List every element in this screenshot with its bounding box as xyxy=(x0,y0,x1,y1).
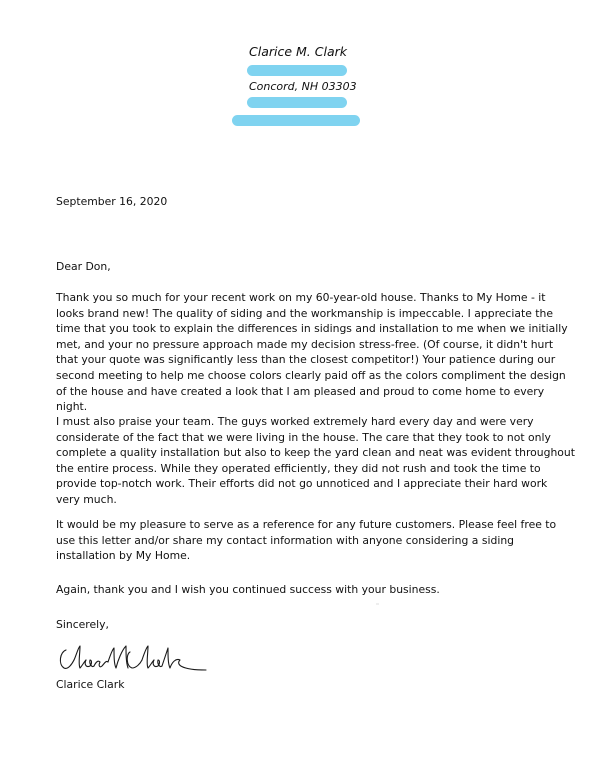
handwritten-signature xyxy=(56,638,216,678)
redacted-street-address xyxy=(247,65,347,76)
redacted-email xyxy=(232,115,360,126)
scan-speck xyxy=(376,603,379,605)
paragraph-4: Again, thank you and I wish you continued success with your business. xyxy=(56,583,440,596)
signer-name: Clarice Clark xyxy=(56,678,125,691)
sender-name: Clarice M. Clark xyxy=(249,44,347,59)
redacted-phone xyxy=(247,97,347,108)
closing: Sincerely, xyxy=(56,618,109,631)
letter-date: September 16, 2020 xyxy=(56,195,168,208)
paragraph-2: I must also praise your team. The guys worked extremely hard every day and were very considerate of the fact that we were living in the house. The care that they took to not only complete a quality installation but also to keep the yard clean and neat was evident throughout the entire process. While they operated efficiently, they did not rush and took the time to provide top-notch work. Their efforts did not go unnoticed and I appreciate their hard work very much. xyxy=(56,415,575,506)
paragraph-3: It would be my pleasure to serve as a reference for any future customers. Please feel free to use this letter and/or share my contact information with anyone considering a siding installation by My Home. xyxy=(56,518,557,563)
salutation: Dear Don, xyxy=(56,260,111,273)
paragraph-1: Thank you so much for your recent work on my 60-year-old house. Thanks to My Home - it looks brand new! The quality of siding and the workmanship is impeccable. I appreciate the time that you took to explain the differences in sidings and installation to me when we initially met, and your no pressure approach made my decision stress-free. (Of course, it didn't hurt that your quote was significantly less than the closest competitor!) Your patience during our second meeting to help me choose colors clearly paid off as the colors compliment the design of the house and have created a look that I am pleased and proud to come home to every night. xyxy=(56,291,568,414)
sender-city-line: Concord, NH 03303 xyxy=(249,80,357,93)
